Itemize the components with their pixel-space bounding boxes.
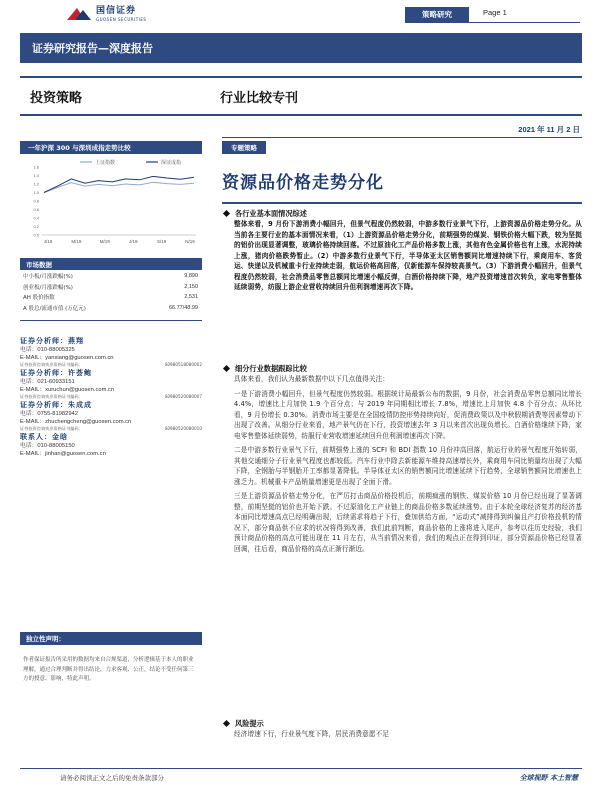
report-banner: 证券研究报告—深度报告 xyxy=(20,33,582,63)
category-title: 投资策略 xyxy=(30,90,83,106)
market-table xyxy=(20,271,202,313)
analyst-block xyxy=(20,432,202,458)
index-chart-svg xyxy=(20,157,202,251)
logo-en: GUOSEN SECURITIES xyxy=(96,16,147,22)
title-bar xyxy=(20,76,582,116)
report-type-tag: 策略研究 xyxy=(405,7,469,22)
contact-phone: 电话：010-88005150 xyxy=(20,443,75,449)
section-tracking xyxy=(222,363,582,558)
contact-name: 联系人：金晗 xyxy=(20,433,68,441)
report-date: 2021 年 11 月 2 日 xyxy=(518,125,580,134)
market-row xyxy=(20,303,202,314)
chart-heading: 一年沪深 300 与深圳成指走势比较 xyxy=(20,141,202,154)
cert-label: 证券投资咨询执业资格证书编码： xyxy=(20,426,83,431)
y-tick-label: 0.2 xyxy=(33,224,39,229)
title-rule xyxy=(222,202,582,204)
header-rule xyxy=(405,22,580,23)
market-heading: 市场数据 xyxy=(20,258,202,270)
y-tick-label: 0.8 xyxy=(33,198,39,204)
section-heading xyxy=(222,208,582,219)
market-row xyxy=(20,292,202,303)
analyst-name: 证券分析师：朱成成 xyxy=(20,401,92,409)
x-tick-label: J/19 xyxy=(43,239,53,244)
cert-label: 证券投资咨询执业资格证书编码： xyxy=(20,362,83,367)
legend-label: 深证成指 xyxy=(161,160,182,166)
logo-mark-icon xyxy=(66,6,92,22)
section-risk xyxy=(222,718,582,740)
intro-paragraph: 具体来看，我们认为最新数据中以下几点值得关注： xyxy=(234,375,390,383)
footer-slogan: 全球视野 本土智慧 xyxy=(519,774,578,782)
y-tick-label: 0.6 xyxy=(33,207,39,212)
analyst-email[interactable]: E-MAIL：xuruchun@guosen.com.cn xyxy=(20,387,115,393)
report-title: 资源品价格走势分化 xyxy=(222,173,384,193)
analyst-phone: 电话：0755-81982942 xyxy=(20,411,79,417)
section-heading-text: 细分行业数据跟踪比较 xyxy=(235,364,307,373)
section-overview xyxy=(222,208,582,293)
analyst-email[interactable]: E-MAIL：yanxiang@guosen.com.cn xyxy=(20,355,114,361)
index-chart xyxy=(20,157,202,251)
diamond-bullet-icon xyxy=(223,365,230,372)
point-two-paragraph: 二是中游多数行业景气下行，前期强势上涨的 SCFI 和 BDI 指数 10 月份冲高回落，航运行业的景气程度开始转弱，其他交通细分子行业景气程度也都较低。汽车行业中除去新能源车维持高速增长外，乘商用车同比销量均出现了大幅下降，全钢胎与半钢胎开工率都显著降低。半导体亚太区的销售额同比增速延续下行趋势，全球销售额同比增速也上涨乏力。机械重卡产品销量增速更是出现了全面下滑。 xyxy=(234,446,582,486)
x-tick-label: M/19 xyxy=(99,239,110,244)
series-title: 行业比较专刊 xyxy=(220,90,299,106)
page-number: Page 1 xyxy=(483,8,507,17)
y-tick-label: 1.0 xyxy=(33,190,39,195)
footer-rule xyxy=(20,768,582,769)
diamond-bullet-icon xyxy=(223,720,230,727)
section-heading-text: 各行业基本面情况综述 xyxy=(235,209,307,218)
analyst-block xyxy=(20,400,202,432)
analyst-phone: 电话：010-88005325 xyxy=(20,347,75,353)
cert-label: 证券投资咨询执业资格证书编码： xyxy=(20,394,83,399)
cert-number: S0980520080007 xyxy=(164,394,202,399)
cert-number: S0980518080002 xyxy=(164,362,202,367)
section-heading xyxy=(222,718,582,729)
company-logo xyxy=(66,4,176,24)
logo-cn: 国信证券 xyxy=(96,5,137,16)
x-tick-label: M/19 xyxy=(71,239,82,244)
independence-statement: 作者保证报告所采用的数据均来自合规渠道，分析逻辑基于本人的职业理解，通过合理判断并得出结论，力求客观、公正，结论不受任何第三方的授意、影响，特此声明。 xyxy=(23,657,194,682)
y-tick-label: 1.6 xyxy=(33,164,39,170)
market-label: AH 股价指数 xyxy=(23,295,55,302)
analyst-phone: 电话：021-60933151 xyxy=(20,379,75,385)
point-one-paragraph: 一是下游消费小幅回升，但景气程度仍然较弱。根据统计局最新公布的数据，9 月份，社会消费品零售总额同比增长 4.4%，增速比上月加快 1.9 个百分点；与 2019 年同期相比增长 7.8%，增速比上月加快 4.8 个百分点；从环比看，9 月份增长 0.30%。消费市场主要是在全国疫情防控形势持续向好，促消费政策以及中秋假期消费等因素带动下出现了改善。从细分行业来看，地产景气仍在下行，投资增速去年 3 月以来首次出现负增长。白酒价格继续下降，家电零售整体延续弱势，纺服行业营收增速延续回升但利润增速再次下降。 xyxy=(234,389,582,440)
diamond-bullet-icon xyxy=(223,210,230,217)
analyst-block xyxy=(20,368,202,400)
market-value: 2,531 xyxy=(184,294,198,301)
analyst-block xyxy=(20,336,202,368)
y-tick-label: 1.4 xyxy=(33,173,39,178)
x-tick-label: J/19 xyxy=(128,239,138,244)
cert-number: S0980520080010 xyxy=(164,426,202,431)
x-tick-label: N/19 xyxy=(185,239,195,244)
market-label: 创业板/月涨跌幅(%) xyxy=(23,284,73,291)
analyst-name: 证券分析师：许荟鲍 xyxy=(20,369,92,377)
market-value: 2,150 xyxy=(184,283,198,290)
x-tick-label: S/19 xyxy=(156,239,167,244)
topic-tag: 专题策略 xyxy=(222,141,266,154)
overview-paragraph: 整体来看，9 月份下游消费小幅回升，但景气程度仍然较弱，中游多数行业景气下行，上游资源品价格走势分化。从当前各主要行业的基本面情况来看，（1）上游资源品价格走势分化，前期强势的煤炭、钢铁价格大幅下跌，较为坚挺的铝价出现显著调整，玻璃价格持续回落。不过原油化工产品价格多数上涨，其他有色金属价格也有上涨，水泥持续上涨，猪肉价格跌势暂止。（2）中游多数行业景气下行，半导体亚太区销售额同比增速持续下行，乘商用车、客货运、快递以及机械重卡行业持续走弱，航运价格高回落，仅新能源车保持较高景气。（3）下游消费小幅回升，但景气程度仍然较弱，社会消费品零售总额同比增速小幅反弹，白酒价格持续下降，地产投资增速首次转负，家电零售整体延续弱势，纺服上游企业营收持续回升但利润增速再次下降。 xyxy=(234,220,582,291)
y-tick-label: 0.4 xyxy=(33,215,39,221)
analyst-list xyxy=(20,336,202,458)
market-label: 中小板/月涨跌幅(%) xyxy=(23,274,73,281)
market-row xyxy=(20,271,202,282)
contact-email[interactable]: E-MAIL：jinhan@guosen.com.cn xyxy=(20,451,106,457)
market-row xyxy=(20,282,202,293)
analyst-name: 证券分析师：燕翔 xyxy=(20,337,84,345)
point-three-paragraph: 三是上游资源品价格走势分化，在严厉打击商品价格投机后，前期疯涨的钢铁、煤炭价格 10 月份已经出现了显著调整，前期坚挺的铝价也开始下跌。不过原油化工产业链上的商品价格多数延续涨势。由于本轮全球经济复苏的经济基本面同比增速高点已经明确出现，后续需求将趋于下行，叠加供给方面，“运动式”减排得到纠偏且产打价格投机的情况下，部分商品供不应求的状况将得到改善，我们此前判断，商品价格的上涨将进入尾声，参考以往历史经验，我们预计商品价格的高点可能出现在 11 月左右，从当前情况来看，我们的观点正在得到印证，部分资源品价格已经显著回调，往后看，商品价格的高点正渐行渐近。 xyxy=(234,492,582,553)
section-heading xyxy=(222,363,582,374)
y-tick-label: 0.0 xyxy=(33,232,39,238)
market-value: 66.77/48.99 xyxy=(168,304,198,311)
legend-label: 上证指数 xyxy=(95,160,116,166)
series-line xyxy=(44,182,194,192)
analyst-email[interactable]: E-MAIL：zhuchengcheng@guosen.com.cn xyxy=(20,419,132,425)
section-heading-text: 风险提示 xyxy=(235,719,264,728)
market-rule xyxy=(20,320,202,321)
independence-heading: 独立性声明： xyxy=(20,632,202,645)
market-label: A 股总/流通市值 (万亿元) xyxy=(23,305,86,312)
risk-paragraph: 经济增速下行，行业景气度下降，居民消费意愿不足 xyxy=(234,730,390,738)
footer-disclaimer: 请务必阅读正文之后的免责条款部分 xyxy=(60,774,164,782)
y-tick-label: 1.2 xyxy=(33,181,39,187)
market-value: 9,890 xyxy=(184,273,198,280)
